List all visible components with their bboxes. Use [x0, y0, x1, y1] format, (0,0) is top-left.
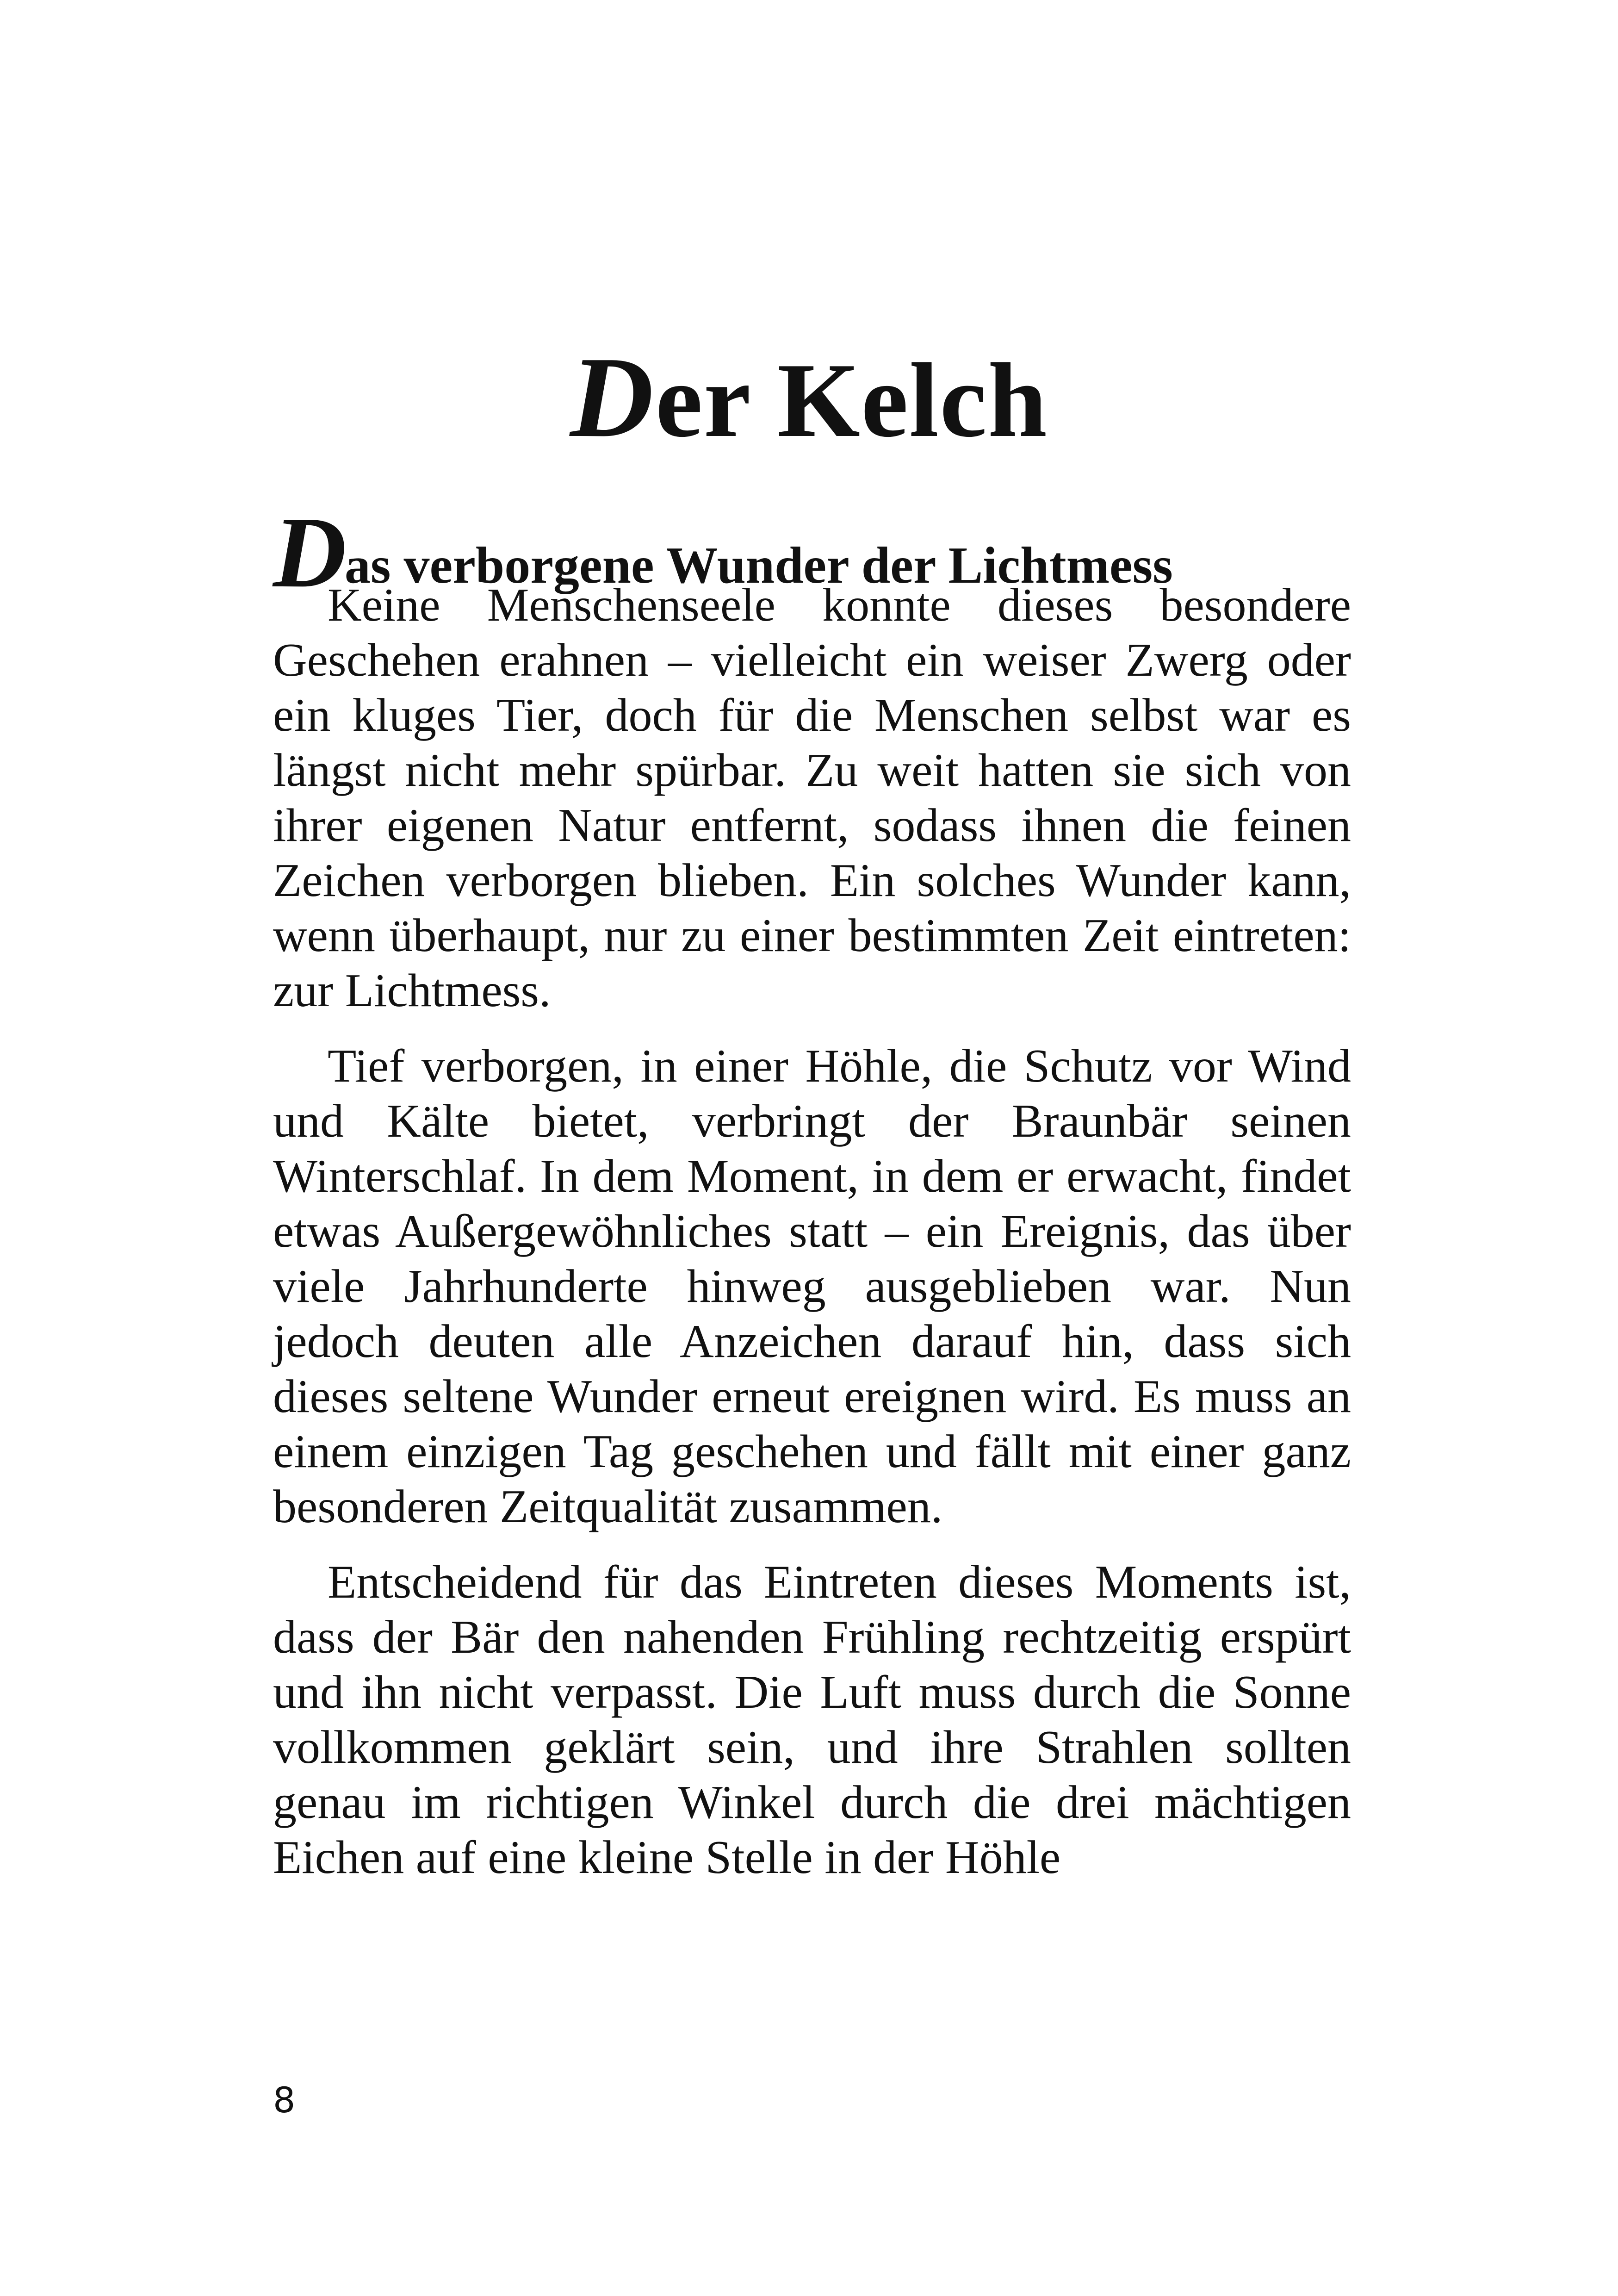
chapter-title-text: er Kelch [655, 341, 1048, 460]
section-heading-text: as verborgene Wunder der Lichtmess [344, 536, 1173, 594]
page-number: 8 [273, 2079, 296, 2121]
paragraph: Entscheidend für das Eintreten dieses Moments ist, dass der Bär den nahenden Frühling rechtzeitig erspürt und ihn nicht verpasst. Die Luft muss durch die Sonne vollkommen geklärt sein, und ihre Strahlen sollten genau im richtigen Winkel durch die drei mächtigen Eichen auf eine kleine Stelle in der Höhle [273, 1556, 1351, 1884]
chapter-title-initial: D [570, 333, 655, 462]
section-heading-initial: D [273, 495, 347, 609]
paragraph: Tief verborgen, in einer Höhle, die Schutz vor Wind und Kälte bietet, verbringt der Braunbär seinen Winterschlaf. In dem Moment, in dem er erwacht, findet etwas Außergewöhnliches statt – ein Ereignis, das über viele Jahrhunderte hinweg ausgeblieben war. Nun jedoch deuten alle Anzeichen darauf hin, dass sich dieses seltene Wunder erneut ereignen wird. Es muss an einem einzigen Tag geschehen und fällt mit einer ganz besonderen Zeitqualität zusammen. [273, 1040, 1351, 1533]
body-text [273, 578, 1351, 1905]
chapter-title [0, 330, 1618, 467]
paragraph: Keine Menschenseele konnte dieses besondere Geschehen erahnen – vielleicht ein weiser Zwerg oder ein kluges Tier, doch für die Menschen selbst war es längst nicht mehr spürbar. Zu weit hatten sie sich von ihrer eigenen Natur entfernt, sodass ihnen die feinen Zeichen verborgen blieben. Ein solches Wunder kann, wenn überhaupt, nur zu einer bestimmten Zeit eintreten: zur Lichtmess. [273, 579, 1351, 1017]
